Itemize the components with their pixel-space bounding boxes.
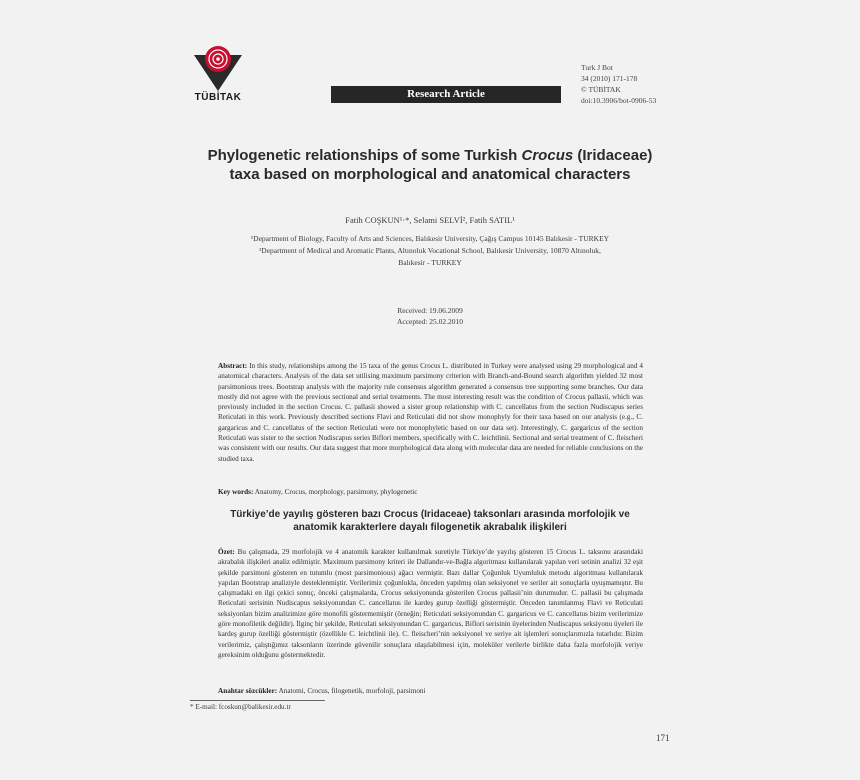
footnote-email: * E-mail: fcoskun@balikesir.edu.tr bbox=[190, 703, 291, 711]
keywords bbox=[218, 487, 643, 497]
journal-copyright: © TÜBİTAK bbox=[581, 85, 621, 94]
anahtar-text: Anatomi, Crocus, filogenetik, morfoloji, parsimoni bbox=[278, 687, 426, 695]
journal-info bbox=[581, 62, 656, 106]
ozet-label: Özet: bbox=[218, 548, 235, 556]
affiliations bbox=[215, 233, 645, 269]
title-line2: taxa based on morphological and anatomical characters bbox=[229, 166, 631, 183]
abstract-label: Abstract: bbox=[218, 362, 248, 370]
journal-doi: doi:10.3906/bot-0906-53 bbox=[581, 96, 657, 105]
affiliation-2: ²Department of Medical and Aromatic Plants, Altınoluk Vocational School, Balıkesir University, 10870 Altınoluk, bbox=[259, 246, 601, 255]
keywords-label: Key words: bbox=[218, 488, 254, 496]
anahtar-label: Anahtar sözcükler: bbox=[218, 687, 278, 695]
turkish-title bbox=[205, 508, 655, 534]
title-line1-pre: Phylogenetic relationships of some Turkish bbox=[207, 147, 522, 164]
dates bbox=[190, 305, 670, 327]
affiliation-1: ¹Department of Biology, Faculty of Arts and Sciences, Balıkesir University, Çağış Campus 10145 Balıkesir - TURKEY bbox=[250, 234, 610, 243]
abstract-text: In this study, relationships among the 15 taxa of the genus Crocus L. distributed in Turkey were analysed using 29 morphological and 4 anatomical characters. Analysis of the data set utilising maximum parsimony criterion with Branch-and-Bound search algorithm yielded 32 most parsimonious trees. Bootstrap analysis with the majority rule consensus algorithm generated a consensus tree supporting some branches. Our data mostly did not agree with the previous sectional and serial treatments. The most interesting result was the condition of Crocus pallasii, which was previously included in the section Crocus. C. pallasii showed a sister group relationship with C. cancellatus from the section Nudiscapus series Reticulati in this work. Previously described sections Flavi and Reticulati did not show monophyly for their taxa based on our analysis (e.g., C. gargaricus and C. cancellatus of the section Reticulati were not monophyletic based on our data set). Interestingly, C. gargaricus of the section Reticulati was sister to the section Nudiscapus series Biflori members, specifically with C. leichtlinii. Sectional and serial treatment of C. fleischeri was consistent with our results. Our data suggest that more morphological data along with molecular data are needed for reliable conclusions on the studied taxa. bbox=[218, 362, 643, 463]
received-date: Received: 19.06.2009 bbox=[397, 306, 463, 315]
paper-title bbox=[190, 146, 670, 184]
logo-text: TÜBİTAK bbox=[194, 92, 242, 103]
footnote-rule bbox=[190, 700, 325, 701]
turkish-title-line1: Türkiye’de yayılış gösteren bazı Crocus (Iridaceae) taksonları arasında morfolojik ve bbox=[230, 509, 630, 520]
abstract bbox=[218, 361, 643, 464]
turkish-title-line2: anatomik karakterlere dayalı filogenetik akrabalık ilişkileri bbox=[293, 522, 567, 533]
turkish-abstract bbox=[218, 547, 643, 660]
turkish-keywords bbox=[218, 686, 643, 696]
journal-name: Turk J Bot bbox=[581, 63, 613, 72]
affiliation-2-cont: Balıkesir - TURKEY bbox=[398, 258, 462, 267]
title-line1-genus: Crocus bbox=[521, 147, 574, 164]
title-line1-post: (Iridaceae) bbox=[573, 147, 653, 164]
keywords-text: Anatomy, Crocus, morphology, parsimony, phylogenetic bbox=[254, 488, 418, 496]
journal-volume: 34 (2010) 171-178 bbox=[581, 74, 638, 83]
article-type-banner: Research Article bbox=[331, 86, 561, 103]
accepted-date: Accepted: 25.02.2010 bbox=[396, 317, 464, 326]
ozet-text: Bu çalışmada, 29 morfolojik ve 4 anatomik karakter kullanılmak suretiyle Türkiye’de yayılış gösteren 15 Crocus L. taksonu arasındaki akrabalık ilişkileri analiz edilmiştir. Maximum parsimony kriteri ile Dallandır-ve-Bağla algoritması kullanılarak yapılan veri setinin analizi 32 eşit şekilde parsimoni gösteren en tutumlu (most parsimonious) ağacı vermiştir. Bazı dallar Çoğunluk Uyumluluk metodu algoritması kullanılarak yapılan Bootstrap analiziyle desteklenmiştir. Verilerimiz çoğunlukla, önceden yapılmış olan seksiyonel ve seriler ait sonuçlarla uyuşmamıştır. Bu çalışmadaki en ilgi çekici sonuç, önceki çalışmalarda, Crocus seksiyonunda gösterilen Crocus pallasii’nin durumudur. C. pallasii bu çalışmada Reticulati serisinin Nudiscapus seksiyonundan C. cancellatus ile kardeş gurup özelliği göstermiştir. Önceden tanımlanmış Flavi ve Reticulati seksiyonları bizim analizimize göre monofili göstermemiştir (örneğin; Reticulati seksiyonundan C. gargaricus ve C. cancellatus bizim verilerimize göre monofiletik değildir). İlginç bir şekilde, Reticulati seksiyonundan C. gargaricus, Biflori serisinin üyelerinden Nudiscapus seksiyonu üyeleri ile kardeş gurup özelliği göstermiştir (özellikle C. leichtlinii ile). C. fleischeri’nin seksiyonel ve seriye ait işlemleri sonuçlarımızla tutarlıdır. Bizim verilerimiz, çalıştığımız taksonların üzerinde güvenilir sonuçlara ulaşılabilmesi için, moleküler verilerle birlikte daha fazla morfolojik veriye gereksinim olduğunu göstermektedir. bbox=[218, 548, 644, 659]
page-number: 171 bbox=[656, 733, 670, 743]
authors: Fatih COŞKUN¹·*, Selami SELVİ², Fatih SATIL¹ bbox=[345, 215, 515, 225]
